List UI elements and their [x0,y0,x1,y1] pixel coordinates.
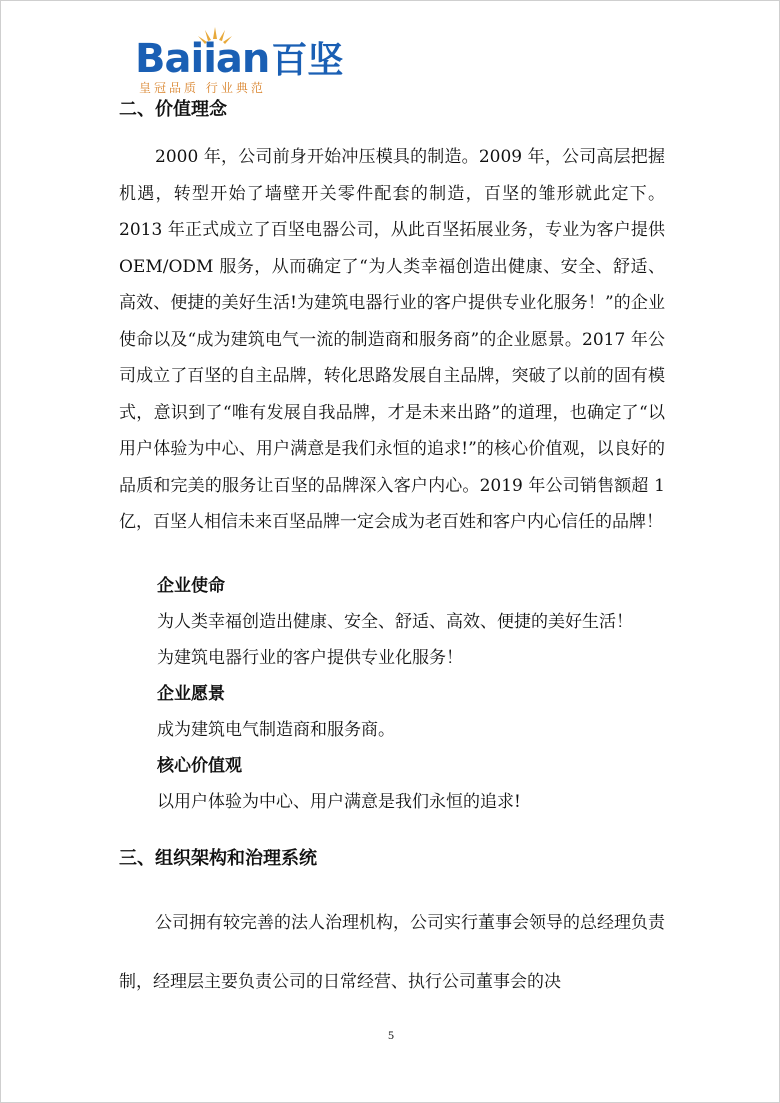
mission-line-1: 为人类幸福创造出健康、安全、舒适、高效、便捷的美好生活！ [157,612,633,632]
section-heading-values: 二、价值理念 [119,99,227,120]
page-number: 5 [388,1028,394,1042]
governance-paragraph: 公司拥有较完善的法人治理机构，公司实行董事会领导的总经理负责制，经理层主要负责公司的日常经营、执行公司董事会的决 [119,913,665,992]
company-logo [135,27,365,97]
vision-title: 企业愿景 [157,684,225,704]
logo-slogan: 皇冠品质 行业典范 [139,81,266,95]
logo-latin: Baiian [135,36,270,82]
core-values-line: 以用户体验为中心、用户满意是我们永恒的追求! [157,792,521,812]
section-heading-organization: 三、组织架构和治理系统 [119,848,317,869]
history-paragraph: 2000 年，公司前身开始冲压模具的制造。2009 年，公司高层把握机遇，转型开始了墙壁开关零件配套的制造，百坚的雏形就此定下。2013 年正式成立了百坚电器公司，从此百坚拓展业务，专业为客户提供 OEM/ODM 服务，从而确定了“为人类幸福创造出健康、安全、舒适、高效、便捷的美好生活!为建筑电器行业的客户提供专业化服务！”的企业使命以及“成为建筑电气一流的制造商和服务商”的企业愿景。2017 年公司成立了百坚的自主品牌，转化思路发展自主品牌，突破了以前的固有模式，意识到了“唯有发展自我品牌，才是未来出路”的道理，也确定了“以用户体验为中心、用户满意是我们永恒的追求!”的核心价值观，以良好的品质和完美的服务让百坚的品牌深入客户内心。2019 年公司销售额超 1 亿，百坚人相信未来百坚品牌一定会成为老百姓和客户内心信任的品牌！ [119,147,665,532]
mission-title: 企业使命 [157,576,225,596]
logo-wordmark [135,33,343,85]
vision-line: 成为建筑电气制造商和服务商。 [157,720,395,740]
logo-chinese: 百坚 [271,40,344,81]
core-values-title: 核心价值观 [157,756,242,776]
mission-line-2: 为建筑电器行业的客户提供专业化服务！ [157,648,463,668]
